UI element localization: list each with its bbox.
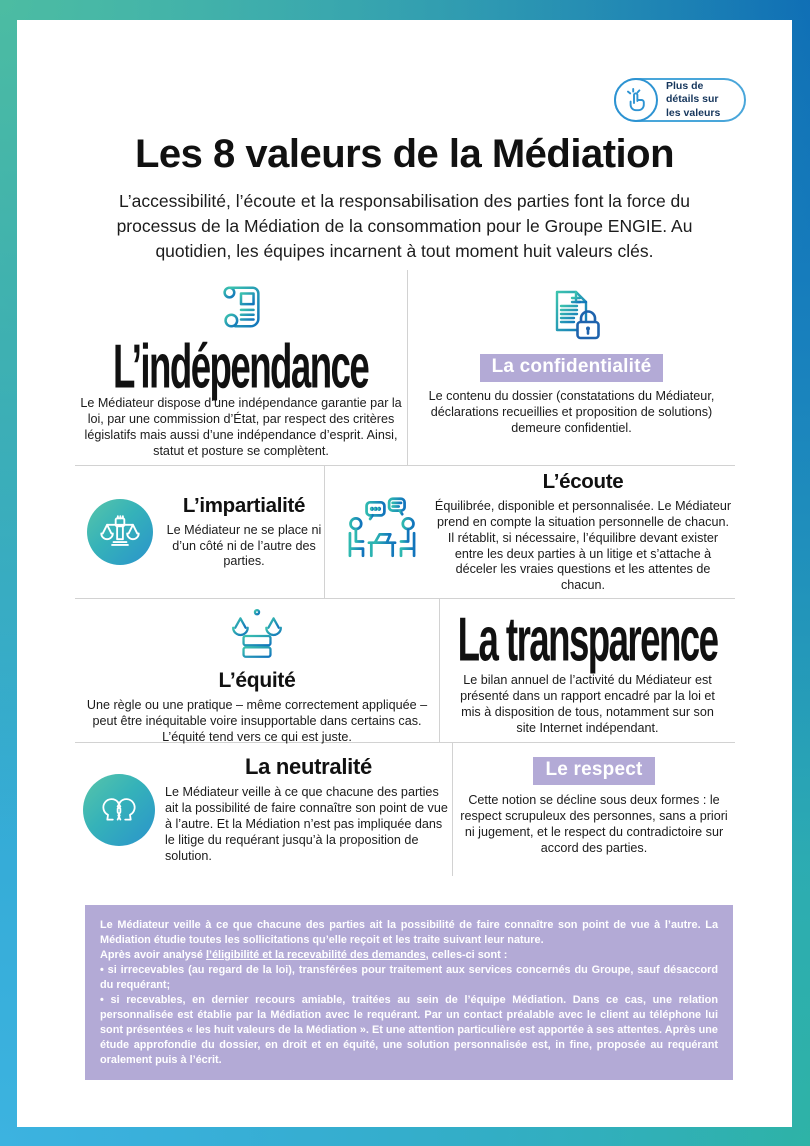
value-text-equite: Une règle ou une pratique – même correctement appliquée – peut être inéquitable voire insupportable dans certains cas. L’équité tend vers ce qui est juste. [86,698,428,744]
eligibility-link[interactable]: l’éligibilité et la recevabilité des demandes [205,949,426,962]
value-neutralite [75,743,453,876]
page-subtitle: L’accessibilité, l’écoute et la responsabilisation des parties font la force du processus de la Médiation de la consommation pour le Groupe ENGIE. Au quotidien, les équipes incarnent à tout moment huit valeurs clés. [116,191,693,261]
value-text-confidentialite: Le contenu du dossier (constatations du Médiateur, déclarations recueillies et proposition de solutions) demeure confidentiel. [428,389,715,435]
footer-bullet-1: • si irrecevables (au regard de la loi), transférées pour traitement aux services concernés du Groupe, sauf désaccord du requérant; [100,964,718,992]
value-text-independance: Le Médiateur dispose d’une indépendance garantie par la loi, par une commission d’État, par respect des critères législatifs mais aussi d’une indépendance d’esprit. Ainsi, statut et posture se complètent. [80,396,402,458]
value-text-neutralite: Le Médiateur veille à ce que chacune des parties ait la possibilité de faire connaître son point de vue à l’autre. Et la Médiation n’est pas impliquée dans le litige du requérant jusqu’à la proposition de solution. [165,785,448,863]
value-independance [75,270,408,465]
value-confidentialite [408,270,735,465]
more-details-badge[interactable] [614,78,746,122]
value-title-equite: L’équité [218,669,296,692]
document-lock-icon [541,284,603,346]
value-transparence [440,599,735,742]
badge-label: Plus de détails sur les valeurs [666,79,721,119]
header [17,132,792,264]
infographic-page [17,20,792,1127]
footer-paragraph-2: Après avoir analysé l’éligibilité et la recevabilité des demandes, celles-ci sont : [100,949,508,962]
value-text-impartialite: Le Médiateur ne se place ni d’un côté ni de l’autre des parties. [166,522,322,569]
row-2 [75,466,735,599]
value-text-respect: Cette notion se décline sous deux formes : le respect scrupuleux des personnes, sans a priori ni jugement, et le respect du contradictoire sur accord des parties. [460,793,728,855]
profiles-circle-icon [83,774,155,846]
value-title-impartialite: L’impartialité [182,493,306,517]
hand-click-icon [614,78,658,122]
value-title-neutralite: La neutralité [245,754,372,780]
scroll-icon [214,280,268,334]
footer-bullet-2: • si recevables, en dernier recours amiable, traitées au sein de l’équipe Médiation. Dans ce cas, une relation personnalisée est établie par la Médiation avec le requérant. Par un contact préalable avec le client au téléphone lui sont présentées « les huit valeurs de la Médiation ». Et une attention particulière est apportée à ses attentes. Après une étude approfondie du dossier, en droit et en équité, une solution personnalisée est, in fine, proposée au requérant oralement puis à l’écrit. [100,994,718,1067]
footer-summary-box [85,905,733,1080]
value-title-transparence: La transparence [457,603,718,673]
value-title-independance: L’indépendance [113,330,369,400]
value-title-respect: Le respect [533,757,654,785]
scales-books-icon [228,607,286,665]
values-grid [75,270,735,876]
value-impartialite [75,466,325,598]
row-4 [75,743,735,876]
row-3 [75,599,735,743]
value-equite [75,599,440,742]
value-text-transparence: Le bilan annuel de l’activité du Médiateur est présenté dans un rapport encadré par la loi et mis à disposition de tous, notamment sur son site Internet indépendant. [460,673,715,735]
value-title-ecoute: L’écoute [542,469,624,493]
value-text-ecoute: Équilibrée, disponible et personnalisée. Le Médiateur prend en compte la situation personnelle de chacun. Il rétablit, si nécessaire, l’équilibre devant exister entre les deux parties à un litige et s’attache à déceler les vraies questions et les attentes de chacun. [434,498,732,593]
row-1 [75,270,735,466]
scales-circle-icon [87,499,153,565]
value-respect [453,743,735,876]
page-title: Les 8 valeurs de la Médiation [134,132,675,176]
conversation-icon [341,494,423,570]
value-ecoute [325,466,735,598]
value-title-confidentialite: La confidentialité [480,354,664,382]
footer-paragraph-1: Le Médiateur veille à ce que chacune des parties ait la possibilité de faire connaître son point de vue à l’autre. La Médiation étudie toutes les sollicitations qu’elle reçoit et les traite suivant leur nature. [100,919,718,947]
